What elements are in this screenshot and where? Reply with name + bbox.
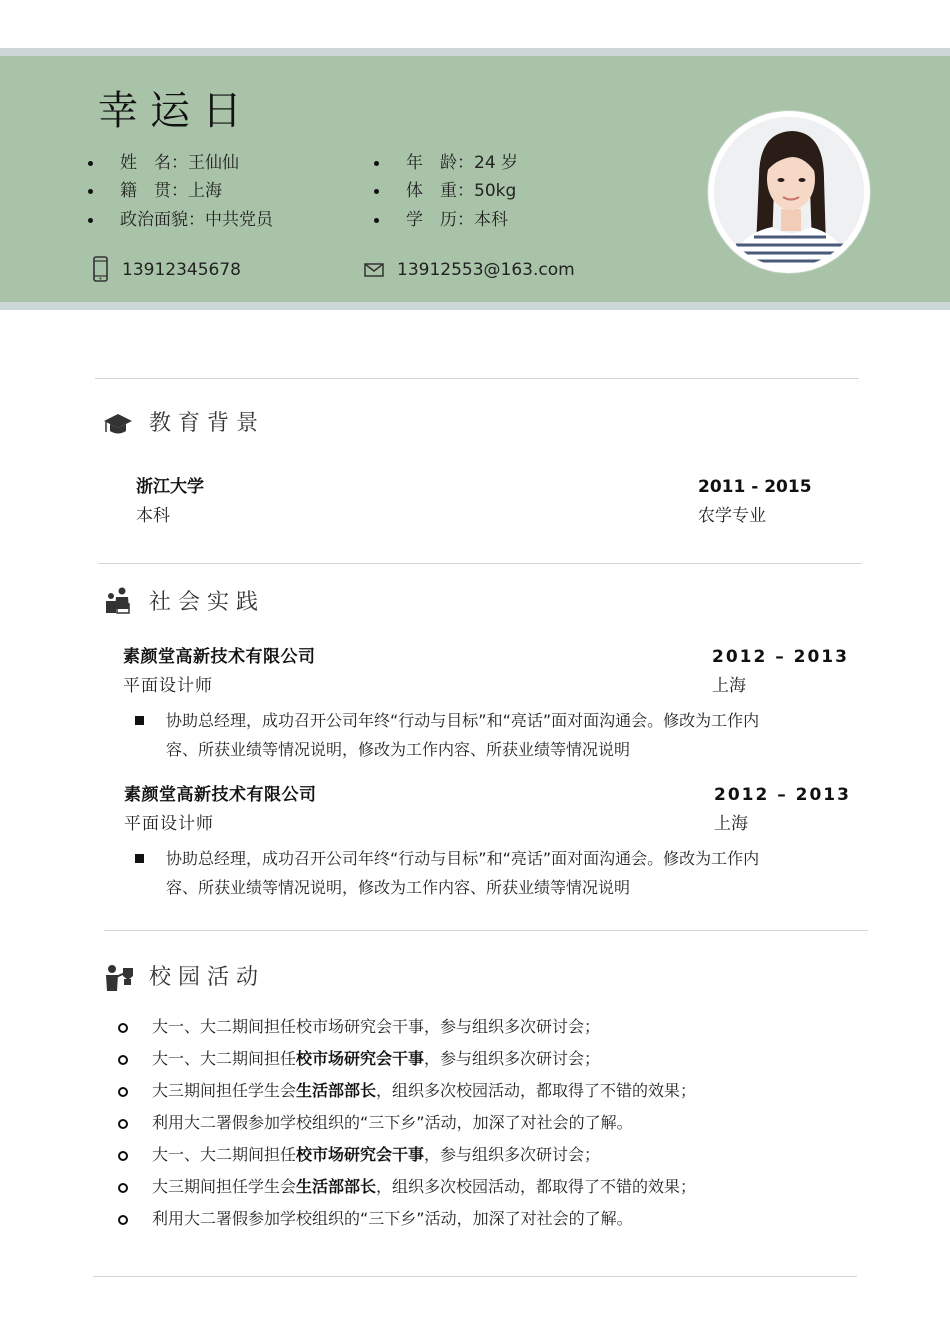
education-major: 农学专业 [698,506,766,526]
job-company: 素颜堂高新技术有限公司 [124,785,317,805]
info-label: 学 历 [406,210,457,230]
info-education-row: 学 历：本科 [406,209,508,231]
ring-bullet [118,1055,128,1065]
info-name-row: 姓 名：王仙仙 [120,152,239,174]
info-label: 籍 贯 [120,181,171,201]
job-location: 上海 [714,814,748,834]
info-hometown-row: 籍 贯：上海 [120,180,222,202]
mail-icon [364,263,384,277]
bullet-dot [374,218,379,223]
info-label: 年 龄 [406,153,457,173]
divider [95,378,859,379]
bullet-dot [88,161,93,166]
presenter-icon [104,964,134,992]
info-value: 上海 [188,181,222,201]
list-item: 大一、大二期间担任校市场研究会干事，参与组织多次研讨会； [118,1046,696,1078]
job-description: 协助总经理，成功召开公司年终“行动与目标”和“亮话”面对面沟通会。修改为工作内容、所获业绩等情况说明，修改为工作内容、所获业绩等情况说明 [166,711,760,759]
ring-bullet [118,1183,128,1193]
info-label: 姓 名 [120,153,171,173]
ring-bullet [118,1087,128,1097]
ring-bullet [118,1023,128,1033]
job-company: 素颜堂高新技术有限公司 [123,647,316,667]
portrait-image [714,117,864,267]
job-location: 上海 [712,676,746,696]
bullet-dot [88,189,93,194]
job-role: 平面设计师 [123,676,213,696]
ring-bullet [118,1151,128,1161]
job-role: 平面设计师 [124,814,214,834]
phone-number[interactable]: 13912345678 [122,260,241,280]
ring-bullet [118,1119,128,1129]
activities-section-title: 校园活动 [149,965,266,990]
list-item: 利用大二署假参加学校组织的“三下乡”活动，加深了对社会的了解。 [118,1110,696,1142]
ring-bullet [118,1215,128,1225]
info-value: 本科 [474,210,508,230]
candidate-name: 幸运日 [98,88,254,134]
divider [98,563,862,564]
divider [104,930,868,931]
job-date: 2012 – 2013 [714,785,851,805]
list-item: 利用大二署假参加学校组织的“三下乡”活动，加深了对社会的了解。 [118,1206,696,1238]
info-politics-row: 政治面貌：中共党员 [120,209,273,231]
info-label: 体 重 [406,181,457,201]
square-bullet [135,854,144,863]
bullet-dot [88,218,93,223]
practice-section-title: 社会实践 [149,590,266,615]
info-age-row: 年 龄：24 岁 [406,152,518,174]
list-item: 大三期间担任学生会生活部部长，组织多次校园活动，都取得了不错的效果； [118,1174,696,1206]
job-description: 协助总经理，成功召开公司年终“行动与目标”和“亮话”面对面沟通会。修改为工作内容、所获业绩等情况说明，修改为工作内容、所获业绩等情况说明 [166,849,760,897]
activities-list [118,1014,696,1238]
info-weight-row: 体 重：50kg [406,180,516,202]
square-bullet [135,716,144,725]
phone-icon [93,256,108,282]
info-label: 政治面貌 [120,210,188,230]
header-bottom-strip [0,302,950,310]
business-people-icon [103,587,133,615]
info-value: 王仙仙 [188,153,239,173]
email-address[interactable]: 13912553@163.com [397,260,575,280]
list-item: 大一、大二期间担任校市场研究会干事，参与组织多次研讨会； [118,1142,696,1174]
education-section-title: 教育背景 [149,411,266,436]
bullet-dot [374,161,379,166]
bullet-dot [374,189,379,194]
info-value: 24 岁 [474,153,519,173]
info-value: 中共党员 [205,210,273,230]
graduation-cap-icon [103,412,133,436]
education-degree: 本科 [136,506,170,526]
list-item: 大一、大二期间担任校市场研究会干事，参与组织多次研讨会； [118,1014,696,1046]
divider [93,1276,857,1277]
education-date: 2011 - 2015 [698,477,812,497]
header-top-strip [0,48,950,56]
avatar-photo [708,111,870,273]
job-date: 2012 – 2013 [712,647,849,667]
info-value: 50kg [474,181,517,201]
education-school: 浙江大学 [136,477,204,497]
list-item: 大三期间担任学生会生活部部长，组织多次校园活动，都取得了不错的效果； [118,1078,696,1110]
